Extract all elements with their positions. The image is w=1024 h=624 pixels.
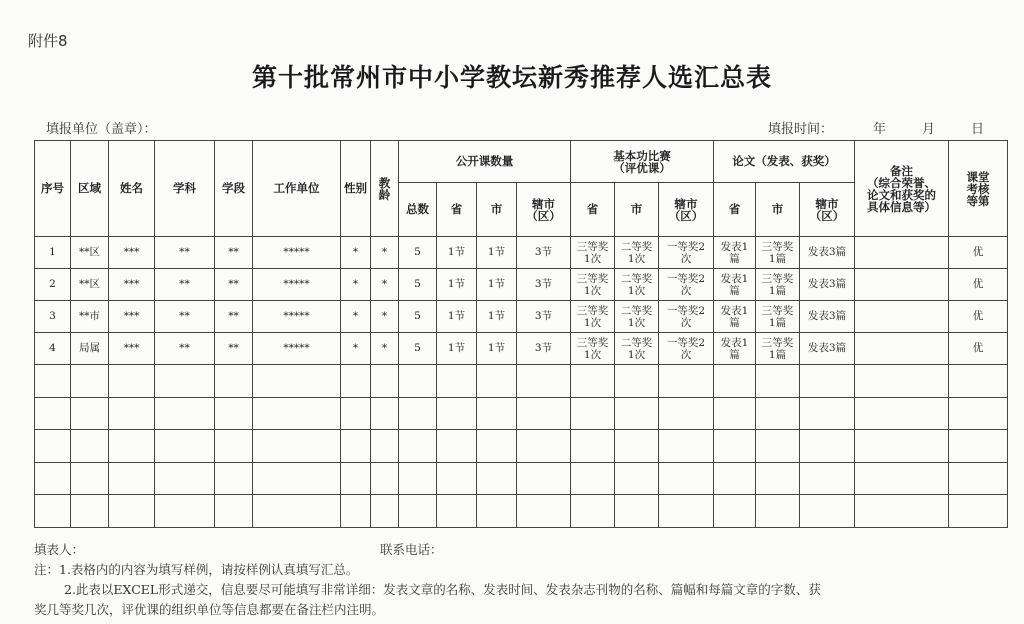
table-row (35, 237, 1008, 269)
cell-region: 局属 (71, 333, 109, 365)
table-row (35, 269, 1008, 301)
cell-open-county: 3节 (517, 269, 571, 301)
cell-open-city: 1节 (477, 301, 517, 333)
cell-basic-county: 一等奖2 次 (659, 301, 714, 333)
header-open-class: 公开课数量 (399, 141, 571, 183)
cell-stage: ** (215, 269, 253, 301)
cell-stage: ** (215, 237, 253, 269)
cell-name: *** (109, 269, 155, 301)
header-basic-province: 省 (571, 183, 615, 237)
note-1: 注：1.表格内的内容为填写样例，请按样例认真填写汇总。 (34, 562, 359, 577)
cell-paper-county: 发表3篇 (800, 237, 855, 269)
cell-name: *** (109, 301, 155, 333)
phone-label: 联系电话： (380, 542, 443, 557)
attachment-label: 附件8 (28, 32, 68, 50)
cell-evaluation: 优 (949, 269, 1008, 301)
filler-label: 填表人： (34, 542, 85, 557)
cell-seq: 2 (35, 269, 71, 301)
cell-name: *** (109, 333, 155, 365)
cell-paper-province: 发表1 篇 (714, 269, 756, 301)
cell-paper-province: 发表1 篇 (714, 333, 756, 365)
cell-paper-county: 发表3篇 (800, 269, 855, 301)
header-basic-city: 市 (615, 183, 659, 237)
cell-open-city: 1节 (477, 333, 517, 365)
fill-time (768, 118, 984, 137)
cell-paper-province: 发表1 篇 (714, 237, 756, 269)
cell-open-total: 5 (399, 333, 437, 365)
cell-paper-city: 三等奖 1篇 (756, 333, 800, 365)
cell-remark (855, 237, 949, 269)
fill-time-label: 填报时间： (768, 122, 834, 137)
cell-open-total: 5 (399, 301, 437, 333)
header-seq: 序号 (35, 141, 71, 237)
cell-workplace: ***** (253, 301, 341, 333)
cell-remark (855, 269, 949, 301)
footer-notes (34, 540, 1014, 620)
cell-basic-county: 一等奖2 次 (659, 269, 714, 301)
header-name: 姓名 (109, 141, 155, 237)
cell-workplace: ***** (253, 237, 341, 269)
table-row (35, 301, 1008, 333)
cell-subject: ** (155, 237, 215, 269)
header-remark: 备注 （综合荣誉、 论文和获奖的 具体信息等） (855, 141, 949, 237)
cell-seq: 3 (35, 301, 71, 333)
header-subject: 学科 (155, 141, 215, 237)
cell-basic-county: 一等奖2 次 (659, 333, 714, 365)
header-region: 区域 (71, 141, 109, 237)
note-2: 2.此表以EXCEL形式递交，信息要尽可能填写非常详细：发表文章的名称、发表时间、发表杂志刊物的名称、篇幅和每篇文章的字数、获 (64, 582, 821, 597)
cell-region: **区 (71, 237, 109, 269)
footer-sign-line (34, 540, 1014, 560)
header-paper-city: 市 (756, 183, 800, 237)
header-open-total: 总数 (399, 183, 437, 237)
fill-time-month: 月 (922, 122, 936, 137)
cell-open-county: 3节 (517, 333, 571, 365)
cell-open-total: 5 (399, 269, 437, 301)
header-paper: 论文（发表、获奖） (714, 141, 855, 183)
cell-remark (855, 333, 949, 365)
cell-paper-province: 发表1 篇 (714, 301, 756, 333)
header-open-province: 省 (437, 183, 477, 237)
cell-basic-city: 二等奖 1次 (615, 237, 659, 269)
header-basic-skills: 基本功比赛 （评优课） (571, 141, 714, 183)
unit-field-label: 填报单位（盖章）： (46, 122, 157, 137)
cell-region: **市 (71, 301, 109, 333)
cell-remark (855, 301, 949, 333)
cell-workplace: ***** (253, 333, 341, 365)
empty-row (35, 397, 1008, 430)
cell-subject: ** (155, 301, 215, 333)
cell-gender: * (341, 333, 371, 365)
header-teach-age: 教 龄 (371, 141, 399, 237)
cell-basic-city: 二等奖 1次 (615, 269, 659, 301)
cell-stage: ** (215, 333, 253, 365)
cell-workplace: ***** (253, 269, 341, 301)
header-open-city: 市 (477, 183, 517, 237)
cell-open-county: 3节 (517, 301, 571, 333)
header-paper-province: 省 (714, 183, 756, 237)
cell-seq: 1 (35, 237, 71, 269)
cell-gender: * (341, 269, 371, 301)
cell-paper-city: 三等奖 1篇 (756, 269, 800, 301)
cell-open-province: 1节 (437, 237, 477, 269)
cell-paper-city: 三等奖 1篇 (756, 301, 800, 333)
cell-basic-province: 三等奖 1次 (571, 269, 615, 301)
header-open-county: 辖市 （区） (517, 183, 571, 237)
header-stage: 学段 (215, 141, 253, 237)
cell-paper-county: 发表3篇 (800, 301, 855, 333)
cell-stage: ** (215, 301, 253, 333)
fill-time-year: 年 (873, 122, 887, 137)
empty-row (35, 462, 1008, 495)
cell-teach-age: * (371, 301, 399, 333)
cell-paper-city: 三等奖 1篇 (756, 237, 800, 269)
cell-open-province: 1节 (437, 333, 477, 365)
cell-basic-province: 三等奖 1次 (571, 301, 615, 333)
cell-open-city: 1节 (477, 237, 517, 269)
cell-open-province: 1节 (437, 301, 477, 333)
empty-row (35, 430, 1008, 463)
header-paper-county: 辖市 （区） (800, 183, 855, 237)
cell-basic-county: 一等奖2 次 (659, 237, 714, 269)
header-basic-county: 辖市 （区） (659, 183, 714, 237)
cell-teach-age: * (371, 333, 399, 365)
cell-open-city: 1节 (477, 269, 517, 301)
header-gender: 性别 (341, 141, 371, 237)
cell-gender: * (341, 301, 371, 333)
cell-seq: 4 (35, 333, 71, 365)
cell-basic-city: 二等奖 1次 (615, 333, 659, 365)
cell-basic-city: 二等奖 1次 (615, 301, 659, 333)
cell-evaluation: 优 (949, 333, 1008, 365)
cell-open-province: 1节 (437, 269, 477, 301)
summary-table (34, 140, 1008, 528)
empty-row (35, 365, 1008, 398)
header-row-1 (35, 141, 1008, 183)
header-evaluation: 课堂 考核 等第 (949, 141, 1008, 237)
cell-gender: * (341, 237, 371, 269)
cell-evaluation: 优 (949, 301, 1008, 333)
cell-paper-county: 发表3篇 (800, 333, 855, 365)
cell-open-county: 3节 (517, 237, 571, 269)
cell-teach-age: * (371, 237, 399, 269)
cell-open-total: 5 (399, 237, 437, 269)
cell-subject: ** (155, 269, 215, 301)
fill-time-day: 日 (971, 122, 985, 137)
cell-region: **区 (71, 269, 109, 301)
header-workplace: 工作单位 (253, 141, 341, 237)
note-3: 奖几等奖几次，评优课的组织单位等信息都要在备注栏内注明。 (34, 602, 385, 617)
cell-basic-province: 三等奖 1次 (571, 333, 615, 365)
cell-teach-age: * (371, 269, 399, 301)
table-row (35, 333, 1008, 365)
document-title: 第十批常州市中小学教坛新秀推荐人选汇总表 (251, 63, 772, 92)
cell-name: *** (109, 237, 155, 269)
cell-evaluation: 优 (949, 237, 1008, 269)
cell-basic-province: 三等奖 1次 (571, 237, 615, 269)
empty-row (35, 495, 1008, 528)
cell-subject: ** (155, 333, 215, 365)
